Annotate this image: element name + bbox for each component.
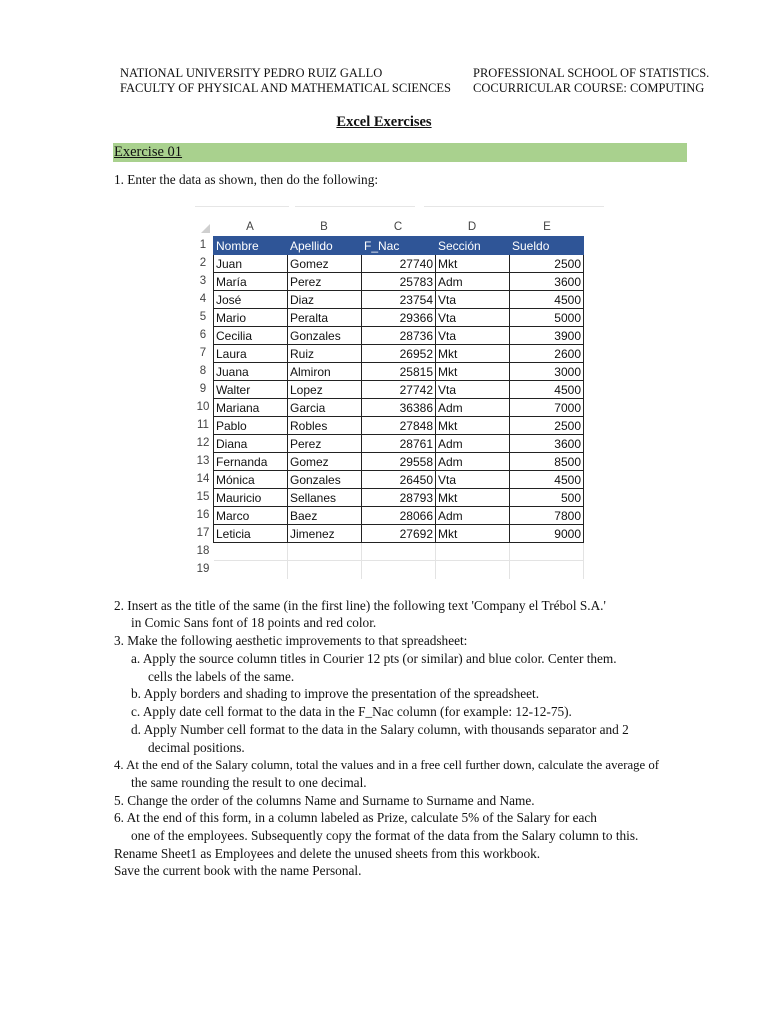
- table-row: [214, 327, 584, 345]
- cell-sueldo[interactable]: 7000: [510, 399, 584, 417]
- cell-seccion[interactable]: Vta: [436, 327, 510, 345]
- empty-cell[interactable]: [436, 543, 510, 561]
- table-header-row: [214, 237, 584, 255]
- table-row: [214, 525, 584, 543]
- cell-seccion[interactable]: Mkt: [436, 255, 510, 273]
- instruction-3a: a. Apply the source column titles in Courier 12 pts (or similar) and blue color. Center them.: [131, 651, 617, 666]
- cell-apellido[interactable]: Jimenez: [288, 525, 362, 543]
- cell-seccion[interactable]: Adm: [436, 507, 510, 525]
- row-number[interactable]: 5: [199, 311, 207, 323]
- cell-f-nac[interactable]: 29366: [362, 309, 436, 327]
- row-number[interactable]: 19: [196, 563, 210, 575]
- step-1-text: 1. Enter the data as shown, then do the following:: [114, 172, 379, 187]
- cell-apellido[interactable]: Gomez: [288, 453, 362, 471]
- cell-nombre[interactable]: Pablo: [214, 417, 288, 435]
- table-row: [214, 381, 584, 399]
- table-row: [214, 471, 584, 489]
- table-row: [214, 273, 584, 291]
- table-row: [214, 363, 584, 381]
- instruction-4-cont: the same rounding the result to one decimal.: [131, 775, 367, 790]
- row-number[interactable]: 7: [199, 347, 207, 359]
- cell-seccion[interactable]: Adm: [436, 453, 510, 471]
- cell-apellido[interactable]: Robles: [288, 417, 362, 435]
- instruction-save: Save the current book with the name Personal.: [114, 863, 362, 878]
- cell-nombre[interactable]: María: [214, 273, 288, 291]
- instruction-2-cont: in Comic Sans font of 18 points and red color.: [131, 615, 377, 630]
- cell-sueldo[interactable]: 4500: [510, 381, 584, 399]
- column-header-d[interactable]: D: [467, 221, 477, 233]
- table-row: [214, 489, 584, 507]
- faint-line: [195, 206, 289, 207]
- empty-cell[interactable]: [288, 561, 362, 579]
- instruction-3a-cont: cells the labels of the same.: [148, 669, 295, 684]
- header-left: [120, 66, 451, 96]
- table-row: [214, 435, 584, 453]
- cell-apellido[interactable]: Gomez: [288, 255, 362, 273]
- row-number[interactable]: 4: [199, 293, 207, 305]
- corner-triangle-icon: [201, 224, 210, 233]
- cell-apellido[interactable]: Sellanes: [288, 489, 362, 507]
- empty-row: [214, 561, 584, 579]
- cell-sueldo[interactable]: 4500: [510, 471, 584, 489]
- cell-seccion[interactable]: Vta: [436, 291, 510, 309]
- cell-f-nac[interactable]: 23754: [362, 291, 436, 309]
- column-header-e[interactable]: E: [543, 221, 551, 233]
- course-name: COCURRICULAR COURSE: COMPUTING: [473, 81, 705, 95]
- cell-sueldo[interactable]: 2500: [510, 255, 584, 273]
- cell-nombre[interactable]: Cecilia: [214, 327, 288, 345]
- row-number[interactable]: 13: [196, 455, 210, 467]
- header-cell-f-nac[interactable]: F_Nac: [362, 237, 436, 255]
- cell-apellido[interactable]: Peralta: [288, 309, 362, 327]
- cell-f-nac[interactable]: 29558: [362, 453, 436, 471]
- row-number[interactable]: 16: [196, 509, 210, 521]
- instruction-6-cont: one of the employees. Subsequently copy the format of the data from the Salary column to this.: [131, 828, 639, 843]
- data-table: [213, 236, 584, 579]
- instruction-2: 2. Insert as the title of the same (in the first line) the following text 'Company el Trébol S.A.': [114, 598, 606, 613]
- instruction-4: 4. At the end of the Salary column, total the values and in a free cell further down, calculate the average of: [114, 758, 660, 772]
- cell-nombre[interactable]: Mónica: [214, 471, 288, 489]
- cell-seccion[interactable]: Adm: [436, 399, 510, 417]
- cell-sueldo[interactable]: 9000: [510, 525, 584, 543]
- instruction-3d-cont: decimal positions.: [148, 740, 245, 755]
- row-number[interactable]: 15: [196, 491, 210, 503]
- column-header-b[interactable]: B: [320, 221, 328, 233]
- instruction-3b: b. Apply borders and shading to improve the presentation of the spreadsheet.: [131, 686, 540, 701]
- header-cell-nombre[interactable]: Nombre: [214, 237, 288, 255]
- table-row: [214, 417, 584, 435]
- cell-nombre[interactable]: Juan: [214, 255, 288, 273]
- university-name: NATIONAL UNIVERSITY PEDRO RUIZ GALLO: [120, 66, 383, 80]
- cell-nombre[interactable]: Mauricio: [214, 489, 288, 507]
- cell-seccion[interactable]: Mkt: [436, 525, 510, 543]
- column-header-a[interactable]: A: [246, 221, 254, 233]
- empty-cell[interactable]: [214, 561, 288, 579]
- faculty-name: FACULTY OF PHYSICAL AND MATHEMATICAL SCIENCES: [120, 81, 451, 95]
- cell-sueldo[interactable]: 4500: [510, 291, 584, 309]
- instruction-3d: d. Apply Number cell format to the data in the Salary column, with thousands separator and 2: [131, 722, 629, 737]
- table-row: [214, 255, 584, 273]
- cell-f-nac[interactable]: 25783: [362, 273, 436, 291]
- cell-apellido[interactable]: Gonzales: [288, 327, 362, 345]
- cell-f-nac[interactable]: 27742: [362, 381, 436, 399]
- row-number[interactable]: 9: [199, 383, 207, 395]
- empty-cell[interactable]: [362, 543, 436, 561]
- instruction-3c: c. Apply date cell format to the data in the F_Nac column (for example: 12-12-75).: [131, 704, 572, 719]
- cell-seccion[interactable]: Vta: [436, 381, 510, 399]
- row-number[interactable]: 18: [196, 545, 210, 557]
- row-number[interactable]: 2: [199, 257, 207, 269]
- cell-sueldo[interactable]: 2600: [510, 345, 584, 363]
- row-number[interactable]: 11: [197, 419, 209, 431]
- cell-nombre[interactable]: Marco: [214, 507, 288, 525]
- instruction-6: 6. At the end of this form, in a column labeled as Prize, calculate 5% of the Salary for each: [114, 810, 597, 825]
- table-row: [214, 309, 584, 327]
- instruction-3: 3. Make the following aesthetic improvements to that spreadsheet:: [114, 633, 468, 648]
- empty-row: [214, 543, 584, 561]
- cell-seccion[interactable]: Mkt: [436, 417, 510, 435]
- cell-nombre[interactable]: José: [214, 291, 288, 309]
- exercise-bar: [113, 143, 687, 162]
- cell-nombre[interactable]: Mariana: [214, 399, 288, 417]
- cell-nombre[interactable]: Mario: [214, 309, 288, 327]
- cell-apellido[interactable]: Almiron: [288, 363, 362, 381]
- cell-nombre[interactable]: Diana: [214, 435, 288, 453]
- spreadsheet: [193, 218, 605, 580]
- table-row: [214, 453, 584, 471]
- empty-cell[interactable]: [436, 561, 510, 579]
- cell-apellido[interactable]: Perez: [288, 273, 362, 291]
- cell-f-nac[interactable]: 28793: [362, 489, 436, 507]
- cell-f-nac[interactable]: 28736: [362, 327, 436, 345]
- cell-sueldo[interactable]: 3600: [510, 435, 584, 453]
- cell-f-nac[interactable]: 27740: [362, 255, 436, 273]
- cell-sueldo[interactable]: 8500: [510, 453, 584, 471]
- table-row: [214, 345, 584, 363]
- table-row: [214, 507, 584, 525]
- empty-cell[interactable]: [288, 543, 362, 561]
- school-name: PROFESSIONAL SCHOOL OF STATISTICS.: [473, 66, 710, 80]
- cell-seccion[interactable]: Mkt: [436, 363, 510, 381]
- exercise-label: Exercise 01: [114, 144, 183, 160]
- cell-sueldo[interactable]: 500: [510, 489, 584, 507]
- row-number[interactable]: 3: [199, 275, 207, 287]
- table-row: [214, 399, 584, 417]
- cell-apellido[interactable]: Ruiz: [288, 345, 362, 363]
- cell-apellido[interactable]: Diaz: [288, 291, 362, 309]
- cell-seccion[interactable]: Adm: [436, 273, 510, 291]
- cell-f-nac[interactable]: 27848: [362, 417, 436, 435]
- cell-seccion[interactable]: Mkt: [436, 489, 510, 507]
- header-cell-sueldo[interactable]: Sueldo: [510, 237, 584, 255]
- cell-f-nac[interactable]: 28066: [362, 507, 436, 525]
- cell-sueldo[interactable]: 5000: [510, 309, 584, 327]
- row-number[interactable]: 6: [199, 329, 207, 341]
- header-cell-seccion[interactable]: Sección: [436, 237, 510, 255]
- cell-apellido[interactable]: Gonzales: [288, 471, 362, 489]
- cell-sueldo[interactable]: 3900: [510, 327, 584, 345]
- cell-nombre[interactable]: Laura: [214, 345, 288, 363]
- row-number[interactable]: 1: [199, 239, 207, 251]
- faint-line: [424, 206, 604, 207]
- empty-cell[interactable]: [214, 543, 288, 561]
- table-row: [214, 291, 584, 309]
- row-number[interactable]: 10: [196, 401, 210, 413]
- empty-cell[interactable]: [510, 561, 584, 579]
- select-all-corner[interactable]: [193, 218, 213, 236]
- cell-f-nac[interactable]: 25815: [362, 363, 436, 381]
- cell-f-nac[interactable]: 27692: [362, 525, 436, 543]
- cell-apellido[interactable]: Perez: [288, 435, 362, 453]
- cell-apellido[interactable]: Baez: [288, 507, 362, 525]
- header-right: [473, 66, 709, 96]
- cell-seccion[interactable]: Adm: [436, 435, 510, 453]
- cell-sueldo[interactable]: 2500: [510, 417, 584, 435]
- cell-nombre[interactable]: Fernanda: [214, 453, 288, 471]
- cell-f-nac[interactable]: 26952: [362, 345, 436, 363]
- column-header-c[interactable]: C: [393, 221, 403, 233]
- cell-f-nac[interactable]: 26450: [362, 471, 436, 489]
- row-number[interactable]: 14: [196, 473, 210, 485]
- faint-line: [295, 206, 415, 207]
- instruction-rename: Rename Sheet1 as Employees and delete the unused sheets from this workbook.: [114, 846, 541, 861]
- page-title: Excel Exercises: [336, 114, 432, 130]
- cell-seccion[interactable]: Vta: [436, 309, 510, 327]
- row-number[interactable]: 12: [196, 437, 210, 449]
- row-number[interactable]: 17: [196, 527, 210, 539]
- cell-f-nac[interactable]: 28761: [362, 435, 436, 453]
- row-number[interactable]: 8: [199, 365, 207, 377]
- cell-nombre[interactable]: Juana: [214, 363, 288, 381]
- cell-apellido[interactable]: Garcia: [288, 399, 362, 417]
- cell-apellido[interactable]: Lopez: [288, 381, 362, 399]
- cell-seccion[interactable]: Mkt: [436, 345, 510, 363]
- cell-nombre[interactable]: Walter: [214, 381, 288, 399]
- cell-sueldo[interactable]: 7800: [510, 507, 584, 525]
- empty-cell[interactable]: [362, 561, 436, 579]
- cell-sueldo[interactable]: 3000: [510, 363, 584, 381]
- cell-sueldo[interactable]: 3600: [510, 273, 584, 291]
- cell-seccion[interactable]: Vta: [436, 471, 510, 489]
- instruction-5: 5. Change the order of the columns Name and Surname to Surname and Name.: [114, 793, 535, 808]
- cell-nombre[interactable]: Leticia: [214, 525, 288, 543]
- empty-cell[interactable]: [510, 543, 584, 561]
- header-cell-apellido[interactable]: Apellido: [288, 237, 362, 255]
- cell-f-nac[interactable]: 36386: [362, 399, 436, 417]
